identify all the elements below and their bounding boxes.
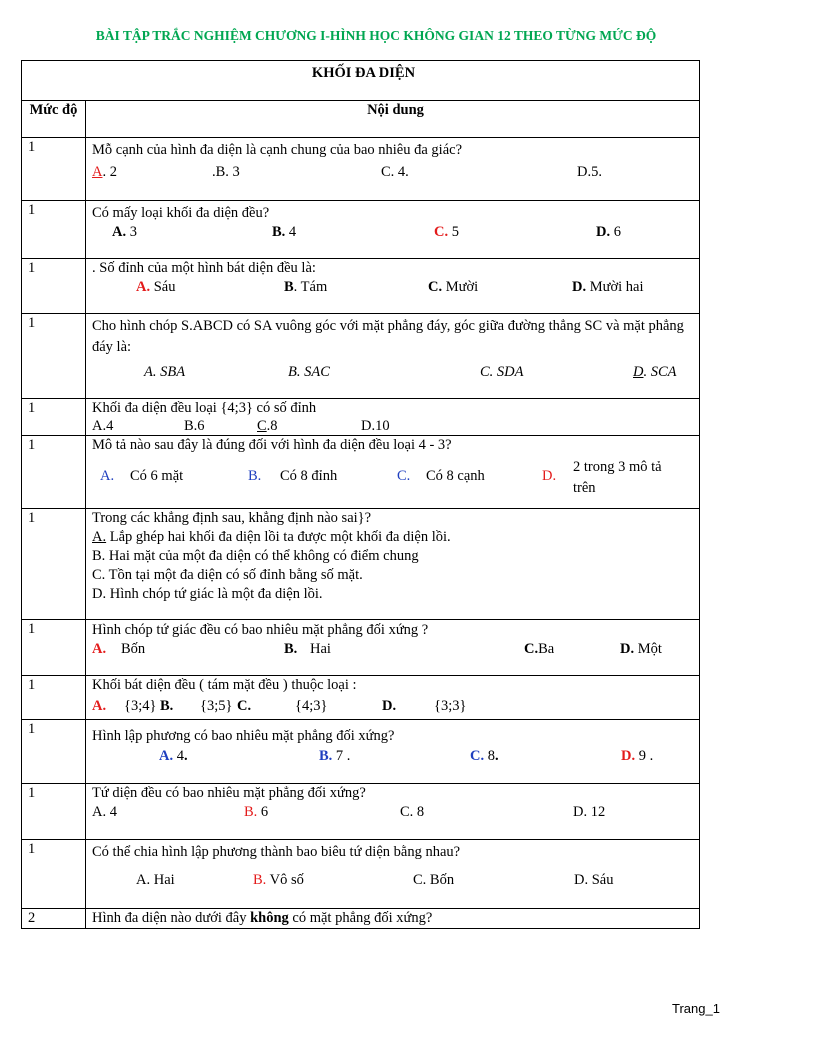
level-cell: 1 xyxy=(22,840,86,909)
question-cell xyxy=(86,620,700,676)
option-a: A. SBA xyxy=(144,364,186,380)
option-c-period: . xyxy=(494,748,499,764)
option-c-label: C. xyxy=(524,641,539,657)
level-cell: 1 xyxy=(22,620,86,676)
option-b-value: 7 . xyxy=(332,748,351,764)
option-c-value: Có 8 cạnh xyxy=(426,468,485,484)
level-cell: 1 xyxy=(22,784,86,840)
option-b-label: B. xyxy=(319,748,333,764)
option-b: B. SAC xyxy=(288,364,330,380)
level-column-header: Mức độ xyxy=(22,101,86,138)
question-cell xyxy=(86,784,700,840)
page-title: BÀI TẬP TRẮC NGHIỆM CHƯƠNG I-HÌNH HỌC KHÔNG GIAN 12 THEO TỪNG MỨC ĐỘ xyxy=(95,28,657,43)
option-a-period: . xyxy=(183,748,188,764)
question-cell xyxy=(86,676,700,720)
question-text: Có thể chia hình lập phương thành bao biêu tứ diện bằng nhau? xyxy=(92,844,461,860)
option-a-label: A. xyxy=(112,224,127,240)
option-b-value: Có 8 đỉnh xyxy=(280,468,338,484)
question-cell xyxy=(86,399,700,436)
question-text: Tứ diện đều có bao nhiêu mặt phẳng đối xứng? xyxy=(92,785,366,801)
statement-c: C. Tồn tại một đa diện có số đỉnh bằng số mặt. xyxy=(92,567,363,583)
option-d-label: D. xyxy=(596,224,611,240)
question-cell xyxy=(86,259,700,314)
option-b-value: Hai xyxy=(310,641,331,657)
level-cell: 1 xyxy=(22,720,86,784)
statement-a-label: A. xyxy=(92,529,107,545)
question-text: Khối bát diện đều ( tám mặt đều ) thuộc loại : xyxy=(92,677,357,693)
level-cell: 1 xyxy=(22,201,86,259)
question-cell xyxy=(86,909,700,929)
question-cell xyxy=(86,720,700,784)
question-text: Hình lập phương có bao nhiêu mặt phẳng đối xứng? xyxy=(92,728,395,744)
option-c-value: Ba xyxy=(538,641,555,657)
option-a-value: 4 xyxy=(173,748,184,764)
option-d: D. Sáu xyxy=(574,872,614,888)
level-cell: 1 xyxy=(22,676,86,720)
table-row xyxy=(22,676,700,720)
option-c: C. Bốn xyxy=(413,872,455,888)
question-text: Khối đa diện đều loại {4;3} có số đỉnh xyxy=(92,400,317,416)
option-b-value: {3;5} xyxy=(200,698,233,714)
question-text: Có mấy loại khối đa diện đều? xyxy=(92,205,270,221)
option-b-label: B. xyxy=(253,872,267,888)
option-b-label: B. xyxy=(160,698,174,714)
question-text: Mỗ cạnh của hình đa diện là cạnh chung của bao nhiêu đa giác? xyxy=(92,142,463,158)
question-text: Hình chóp tứ giác đều có bao nhiêu mặt phẳng đối xứng ? xyxy=(92,622,429,638)
page-number: Trang_1 xyxy=(672,1001,720,1016)
option-d-value: Một xyxy=(634,641,662,657)
option-c-value: Mười xyxy=(442,279,479,295)
option-a-value: . 2 xyxy=(102,164,117,180)
question-text: Mô tả nào sau đây là đúng đối với hình đa diện đều loại 4 - 3? xyxy=(92,437,452,453)
level-cell: 1 xyxy=(22,314,86,399)
question-text-start: Hình đa diện nào dưới đây xyxy=(92,910,251,926)
option-a-value: Có 6 mặt xyxy=(130,468,184,484)
option-b-label: B. xyxy=(248,468,262,484)
option-c-label: C. xyxy=(434,224,449,240)
option-b-label: B. xyxy=(284,641,298,657)
option-d-value: 9 . xyxy=(635,748,654,764)
option-a-value: 3 xyxy=(126,224,137,240)
question-text: . Số đỉnh của một hình bát diện đều là: xyxy=(92,260,316,276)
table-row xyxy=(22,840,700,909)
option-b-label: B xyxy=(284,279,294,295)
level-cell: 1 xyxy=(22,436,86,509)
statement-a-text: Lắp ghép hai khối đa diện lồi ta được một khối đa diện lồi. xyxy=(106,529,451,545)
option-d-value: 6 xyxy=(610,224,621,240)
option-a: A. 4 xyxy=(92,804,117,820)
option-a-value: {3;4} xyxy=(124,698,157,714)
option-d-value: {3;3} xyxy=(434,698,467,714)
table-row xyxy=(22,620,700,676)
option-c-value: 5 xyxy=(448,224,459,240)
option-b: .B. 3 xyxy=(212,164,240,180)
option-c-label: C. xyxy=(428,279,443,295)
option-d: D. 12 xyxy=(573,804,606,820)
level-cell: 1 xyxy=(22,138,86,201)
option-d-label: D. xyxy=(542,468,557,484)
option-a-label: A. xyxy=(92,698,107,714)
option-d-value: 2 trong 3 mô tả trên xyxy=(573,459,662,496)
option-a: A. Hai xyxy=(136,872,175,888)
question-cell xyxy=(86,509,700,620)
option-c-value: .8 xyxy=(266,418,278,434)
table-row xyxy=(22,201,700,259)
question-table xyxy=(21,60,700,929)
option-c: C. 8 xyxy=(400,804,425,820)
level-cell: 1 xyxy=(22,399,86,436)
question-text-emphasis: không xyxy=(250,910,289,926)
table-row xyxy=(22,314,700,399)
option-b-value: 6 xyxy=(257,804,269,820)
table-row xyxy=(22,138,700,201)
option-a-label: A. xyxy=(92,641,107,657)
option-d-label: D xyxy=(633,364,644,380)
option-d: D.10 xyxy=(361,418,390,434)
option-a-label: A. xyxy=(100,468,115,484)
option-a-label: A xyxy=(92,164,103,180)
question-cell xyxy=(86,314,700,399)
question-text-end: có mặt phẳng đối xứng? xyxy=(288,910,433,926)
statement-b: B. Hai mặt của một đa diện có thể không có điểm chung xyxy=(92,548,419,564)
table-row xyxy=(22,399,700,436)
section-row xyxy=(22,61,700,101)
option-b-value: Vô số xyxy=(266,872,304,888)
option-c: C. 4. xyxy=(381,164,409,180)
level-cell: 2 xyxy=(22,909,86,929)
option-d-value: Mười hai xyxy=(586,279,644,295)
content-column-header: Nội dung xyxy=(86,101,700,138)
option-a-value: Sáu xyxy=(150,279,176,295)
option-c-value: 8 xyxy=(484,748,495,764)
header-row xyxy=(22,101,700,138)
option-b: B.6 xyxy=(184,418,205,434)
option-a-value: Bốn xyxy=(121,641,146,657)
option-b-value: . Tám xyxy=(293,279,328,295)
table-row xyxy=(22,784,700,840)
table-row xyxy=(22,436,700,509)
table-row xyxy=(22,720,700,784)
option-c: C. SDA xyxy=(480,364,524,380)
question-text: Trong các khẳng định sau, khẳng định nào sai}? xyxy=(92,510,372,526)
question-cell xyxy=(86,840,700,909)
table-row xyxy=(22,509,700,620)
option-c-label: C xyxy=(257,418,267,434)
option-d-label: D. xyxy=(620,641,635,657)
option-a-label: A. xyxy=(159,748,174,764)
option-b-label: B. xyxy=(244,804,258,820)
table-row xyxy=(22,909,700,929)
option-b-label: B. xyxy=(272,224,286,240)
question-cell xyxy=(86,201,700,259)
option-d: D.5. xyxy=(577,164,602,180)
table-row xyxy=(22,259,700,314)
option-c-label: C. xyxy=(470,748,485,764)
question-text: Cho hình chóp S.ABCD có SA vuông góc với mặt phẳng đáy, góc giữa đường thẳng SC và mặt phẳng đáy là: xyxy=(92,318,684,355)
option-a-label: A. xyxy=(136,279,151,295)
option-b-value: 4 xyxy=(285,224,297,240)
statement-d: D. Hình chóp tứ giác là một đa diện lồi. xyxy=(92,586,323,602)
option-d-value: . SCA xyxy=(643,364,677,380)
option-c-label: C. xyxy=(397,468,411,484)
option-d-label: D. xyxy=(382,698,397,714)
question-cell xyxy=(86,436,700,509)
option-c-value: {4;3} xyxy=(295,698,328,714)
level-cell: 1 xyxy=(22,259,86,314)
section-heading: KHỐI ĐA DIỆN xyxy=(22,61,700,101)
option-d-label: D. xyxy=(572,279,587,295)
option-a: A.4 xyxy=(92,418,114,434)
question-cell xyxy=(86,138,700,201)
level-cell: 1 xyxy=(22,509,86,620)
option-d-label: D. xyxy=(621,748,636,764)
option-c-label: C. xyxy=(237,698,252,714)
